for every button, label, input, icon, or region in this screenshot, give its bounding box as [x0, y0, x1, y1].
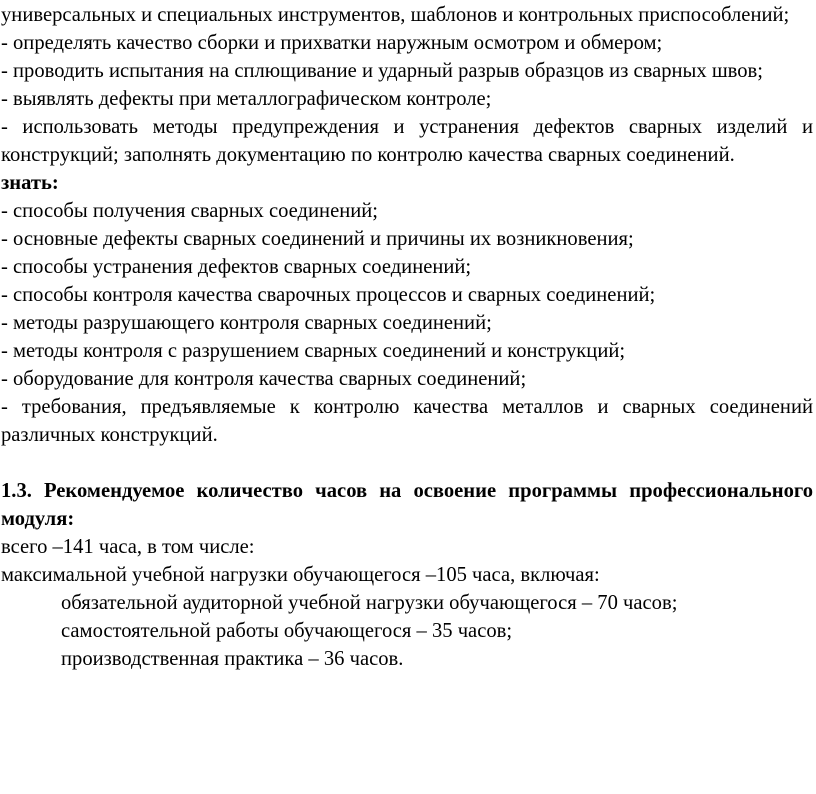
list-item: - методы контроля с разрушением сварных соединений и конструкций;	[1, 340, 626, 362]
list-item: - методы разрушающего контроля сварных соединений;	[1, 312, 492, 334]
list-item: - способы контроля качества сварочных процессов и сварных соединений;	[1, 284, 656, 306]
list-item: - оборудование для контроля качества сварных соединений;	[1, 368, 527, 390]
hours-total: всего –141 часа, в том числе:	[1, 536, 255, 558]
paragraph-gap	[1, 449, 813, 477]
know-heading: знать:	[1, 172, 59, 194]
list-item: - использовать методы предупреждения и устранения дефектов сварных изделий и конструкций; заполнять документацию по контролю качества сварных соединений.	[1, 116, 813, 166]
hours-item: обязательной аудиторной учебной нагрузки обучающегося – 70 часов;	[61, 592, 678, 614]
hours-max-load: максимальной учебной нагрузки обучающегося –105 часа, включая:	[1, 564, 600, 586]
list-item: - проводить испытания на сплющивание и ударный разрыв образцов из сварных швов;	[1, 60, 763, 82]
section-heading: 1.3. Рекомендуемое количество часов на освоение программы профессионального модуля:	[1, 480, 813, 530]
intro-continuation: универсальных и специальных инструментов, шаблонов и контрольных приспособлений;	[1, 4, 790, 26]
list-item: - требования, предъявляемые к контролю качества металлов и сварных соединений различных конструкций.	[1, 396, 813, 446]
list-item: - определять качество сборки и прихватки наружным осмотром и обмером;	[1, 32, 663, 54]
list-item: - основные дефекты сварных соединений и причины их возникновения;	[1, 228, 634, 250]
list-item: - способы устранения дефектов сварных соединений;	[1, 256, 472, 278]
list-item: - способы получения сварных соединений;	[1, 200, 378, 222]
hours-item: самостоятельной работы обучающегося – 35 часов;	[61, 620, 513, 642]
hours-item: производственная практика – 36 часов.	[61, 648, 404, 670]
list-item: - выявлять дефекты при металлографическом контроле;	[1, 88, 492, 110]
